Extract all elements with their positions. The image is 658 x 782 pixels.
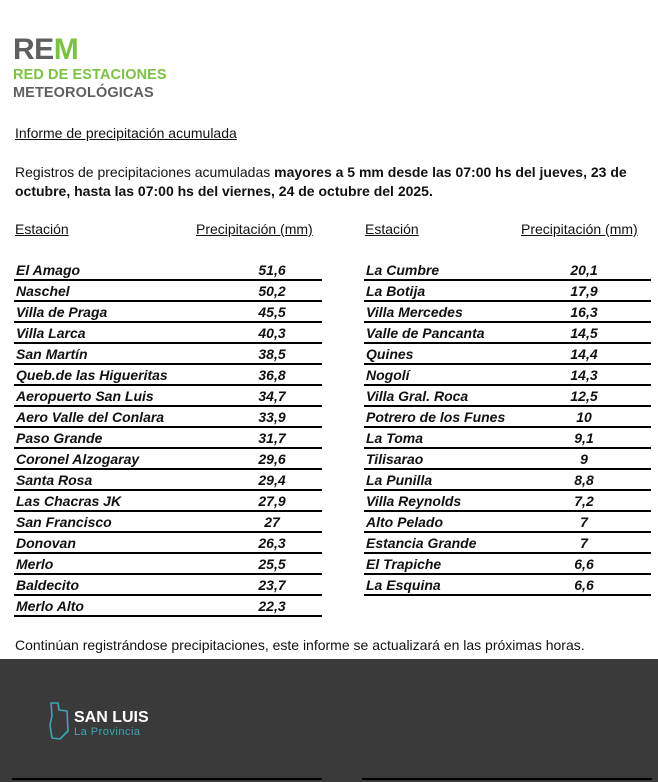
- san-luis-logo-text: [74, 709, 149, 738]
- precipitation-value: 14,5: [570, 325, 598, 341]
- precipitation-value: 7: [580, 514, 588, 530]
- header-station: Estación: [365, 221, 419, 237]
- precipitation-value: 36,8: [258, 367, 286, 383]
- precipitation-value: 22,3: [258, 598, 286, 614]
- table-row: [14, 596, 322, 617]
- precipitation-value: 29,4: [258, 472, 286, 488]
- station-name: Baldecito: [16, 577, 80, 593]
- intro-bold: mayores a 5 mm desde las 07:00 hs del jueves, 23 de octubre, hasta las 07:00 hs del viernes, 24 de octubre del 2025.: [15, 164, 627, 199]
- station-name: Nogolí: [366, 367, 410, 383]
- rem-logo-wordmark: [13, 33, 167, 66]
- table-row: [14, 407, 322, 428]
- station-name: La Toma: [366, 430, 424, 446]
- footer-divider-right: [362, 778, 652, 780]
- rem-logo-suffix: M: [53, 33, 79, 66]
- table-rows-right: [364, 260, 651, 596]
- table-row: [364, 575, 651, 596]
- station-name: Queb.de las Higueritas: [16, 367, 168, 383]
- table-row: [364, 533, 651, 554]
- station-name: Donovan: [16, 535, 76, 551]
- precipitation-value: 9,1: [574, 430, 594, 446]
- table-row: [14, 533, 322, 554]
- san-luis-subtitle: La Provincia: [74, 726, 141, 738]
- table-row: [14, 386, 322, 407]
- precipitation-value: 14,4: [570, 346, 598, 362]
- table-row: [364, 554, 651, 575]
- report-title: Informe de precipitación acumulada: [15, 125, 237, 141]
- station-name: Las Chacras JK: [16, 493, 122, 509]
- precipitation-value: 26,3: [258, 535, 286, 551]
- rem-logo-line1: RED DE ESTACIONES: [13, 67, 167, 83]
- table-row: [364, 281, 651, 302]
- table-row: [14, 365, 322, 386]
- station-name: El Amago: [16, 262, 81, 278]
- header-station: Estación: [15, 221, 69, 237]
- table-row: [364, 344, 651, 365]
- station-name: La Botija: [366, 283, 426, 299]
- san-luis-name: SAN LUIS: [74, 709, 149, 726]
- precipitation-value: 27,9: [258, 493, 286, 509]
- table-row: [14, 260, 322, 281]
- station-name: Aeropuerto San Luis: [16, 388, 154, 404]
- precipitation-value: 51,6: [258, 262, 286, 278]
- report-intro: [15, 163, 651, 201]
- rem-logo-prefix: RE: [13, 33, 54, 66]
- table-row: [364, 407, 651, 428]
- station-name: Estancia Grande: [366, 535, 477, 551]
- station-name: Villa de Praga: [16, 304, 108, 320]
- station-name: Santa Rosa: [16, 472, 93, 488]
- table-row: [364, 449, 651, 470]
- table-row: [364, 470, 651, 491]
- precipitation-value: 7,2: [574, 493, 594, 509]
- station-name: La Cumbre: [366, 262, 440, 278]
- station-name: Quines: [366, 346, 414, 362]
- precipitation-value: 33,9: [258, 409, 286, 425]
- footer-divider-left: [12, 778, 322, 780]
- table-row: [14, 491, 322, 512]
- station-name: Naschel: [16, 283, 70, 299]
- station-name: Potrero de los Funes: [366, 409, 506, 425]
- table-header: [14, 221, 322, 241]
- precipitation-value: 50,2: [258, 283, 286, 299]
- precipitation-value: 34,7: [258, 388, 286, 404]
- table-row: [14, 302, 322, 323]
- station-name: Paso Grande: [16, 430, 103, 446]
- station-name: Coronel Alzogaray: [16, 451, 140, 467]
- station-name: Villa Larca: [16, 325, 86, 341]
- table-rows-left: [14, 260, 322, 617]
- station-name: Merlo Alto: [16, 598, 84, 614]
- precipitation-value: 31,7: [258, 430, 286, 446]
- precipitation-value: 9: [580, 451, 588, 467]
- station-name: Valle de Pancanta: [366, 325, 485, 341]
- precipitation-value: 12,5: [570, 388, 598, 404]
- table-row: [364, 323, 651, 344]
- station-name: San Martín: [16, 346, 88, 362]
- precipitation-value: 14,3: [570, 367, 598, 383]
- table-row: [14, 575, 322, 596]
- station-name: Merlo: [16, 556, 54, 572]
- footer-banner: [0, 659, 658, 782]
- precipitation-value: 10: [576, 409, 592, 425]
- station-name: Villa Reynolds: [366, 493, 462, 509]
- table-row: [364, 386, 651, 407]
- precipitation-value: 25,5: [258, 556, 286, 572]
- station-name: Villa Gral. Roca: [366, 388, 469, 404]
- precipitation-value: 17,9: [570, 283, 598, 299]
- precipitation-value: 6,6: [574, 577, 594, 593]
- table-row: [364, 512, 651, 533]
- station-name: La Esquina: [366, 577, 441, 593]
- table-row: [14, 281, 322, 302]
- station-name: Alto Pelado: [366, 514, 444, 530]
- table-row: [14, 344, 322, 365]
- station-name: La Punilla: [366, 472, 433, 488]
- station-name: Aero Valle del Conlara: [16, 409, 165, 425]
- header-precipitation: Precipitación (mm): [521, 221, 638, 237]
- update-note: Continúan registrándose precipitaciones, este informe se actualizará en las próximas horas.: [15, 637, 585, 653]
- table-row: [364, 365, 651, 386]
- station-table-right: [364, 221, 651, 596]
- precipitation-value: 23,7: [258, 577, 286, 593]
- rem-logo-line2: METEOROLÓGICAS: [13, 85, 154, 101]
- table-row: [364, 491, 651, 512]
- intro-lead: Registros de precipitaciones acumuladas: [15, 164, 275, 180]
- table-row: [14, 449, 322, 470]
- rem-logo: [13, 33, 167, 102]
- table-row: [364, 302, 651, 323]
- san-luis-logo: [48, 701, 149, 746]
- precipitation-value: 40,3: [258, 325, 286, 341]
- precipitation-value: 38,5: [258, 346, 286, 362]
- precipitation-value: 27: [264, 514, 280, 530]
- table-row: [364, 428, 651, 449]
- precipitation-value: 29,6: [258, 451, 286, 467]
- header-precipitation: Precipitación (mm): [196, 221, 313, 237]
- precipitation-value: 20,1: [570, 262, 598, 278]
- table-row: [14, 470, 322, 491]
- precipitation-value: 16,3: [570, 304, 598, 320]
- station-name: Villa Mercedes: [366, 304, 463, 320]
- precipitation-value: 7: [580, 535, 588, 551]
- table-row: [14, 554, 322, 575]
- station-name: San Francisco: [16, 514, 112, 530]
- san-luis-province-map-icon: [48, 701, 70, 746]
- table-row: [364, 260, 651, 281]
- table-row: [14, 323, 322, 344]
- table-header: [364, 221, 651, 241]
- precipitation-value: 6,6: [574, 556, 594, 572]
- precipitation-value: 45,5: [258, 304, 286, 320]
- station-name: El Trapiche: [366, 556, 442, 572]
- table-row: [14, 512, 322, 533]
- table-row: [14, 428, 322, 449]
- precipitation-value: 8,8: [574, 472, 594, 488]
- station-name: Tilisarao: [366, 451, 424, 467]
- station-table-left: [14, 221, 322, 617]
